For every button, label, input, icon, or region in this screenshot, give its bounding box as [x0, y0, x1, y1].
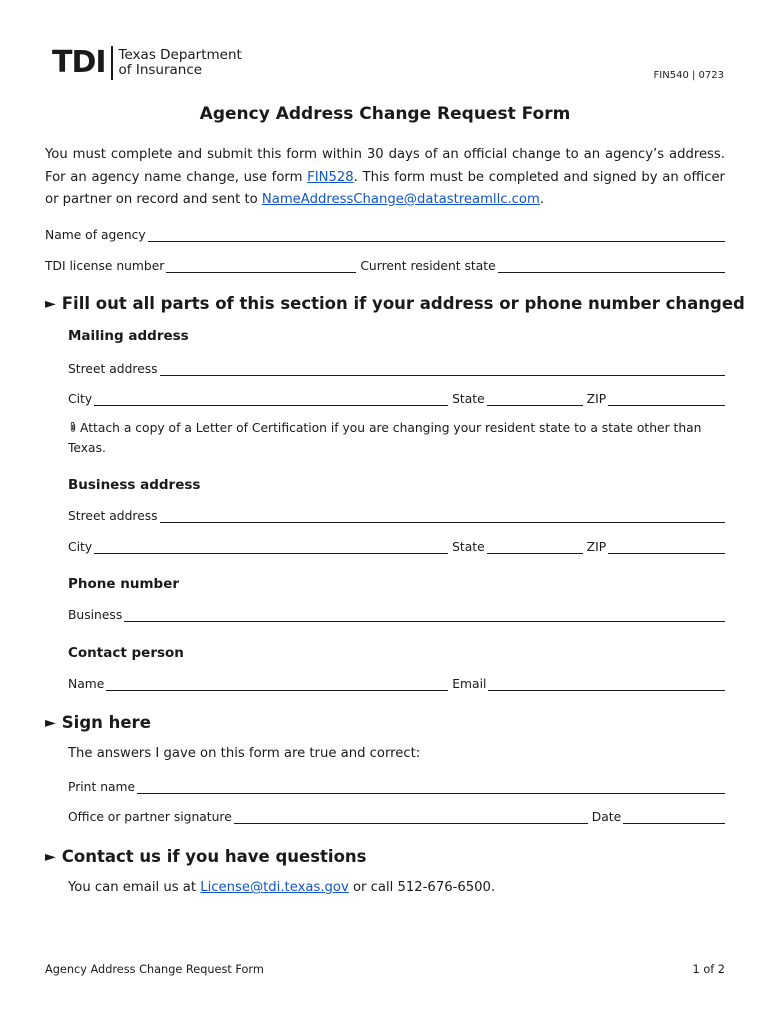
contact-email-label: Email: [452, 677, 487, 691]
business-state-label: State: [452, 540, 485, 554]
license-number-label: TDI license number: [45, 259, 165, 273]
contact-text-before: You can email us at: [68, 880, 201, 895]
mailing-state-field[interactable]: [487, 393, 583, 406]
logo-line2: of Insurance: [118, 62, 203, 78]
business-state-field[interactable]: [487, 541, 583, 554]
phone-number-heading: Phone number: [68, 576, 180, 592]
license-number-field[interactable]: [166, 260, 356, 273]
logo-text: [119, 48, 242, 78]
print-name-label: Print name: [68, 780, 136, 794]
business-street-label: Street address: [68, 509, 158, 523]
mailing-state-label: State: [452, 392, 485, 406]
contact-name-label: Name: [68, 677, 105, 691]
mailing-street-row: [68, 362, 725, 376]
business-street-field[interactable]: [160, 510, 725, 523]
intro-paragraph: [45, 144, 725, 212]
paperclip-icon: [68, 421, 78, 433]
contact-name-field[interactable]: [106, 678, 448, 691]
resident-state-field[interactable]: [498, 260, 725, 273]
mailing-city-field[interactable]: [94, 393, 448, 406]
form-id: FIN540 | 0723: [653, 70, 724, 81]
mailing-zip-label: ZIP: [586, 392, 607, 406]
business-city-label: City: [68, 540, 93, 554]
page-title: Agency Address Change Request Form: [199, 104, 571, 124]
certification-note: [68, 418, 708, 458]
date-label: Date: [591, 810, 622, 824]
page-number: 1 of 2: [692, 963, 725, 976]
mailing-street-field[interactable]: [160, 363, 725, 376]
name-address-email-link[interactable]: NameAddressChange@datastreamllc.com: [261, 192, 540, 207]
section-change-title: Fill out all parts of this section if your address or phone number changed: [61, 294, 745, 313]
mailing-street-label: Street address: [68, 362, 158, 376]
contact-us-text: [68, 880, 495, 895]
section-contact-title: Contact us if you have questions: [61, 847, 367, 866]
business-city-field[interactable]: [94, 541, 448, 554]
arrow-right-icon: ►: [45, 714, 56, 731]
business-phone-row: [68, 608, 725, 622]
print-name-field[interactable]: [137, 781, 725, 794]
business-zip-label: ZIP: [586, 540, 607, 554]
agency-name-label: Name of agency: [45, 228, 146, 242]
date-field[interactable]: [623, 811, 725, 824]
resident-state-label: Current resident state: [360, 259, 496, 273]
signature-row: [68, 810, 725, 824]
arrow-right-icon: ►: [45, 848, 56, 865]
mailing-zip-field[interactable]: [608, 393, 725, 406]
agency-name-field[interactable]: [148, 229, 725, 242]
contact-email-field[interactable]: [488, 678, 725, 691]
business-street-row: [68, 509, 725, 523]
signature-field[interactable]: [234, 811, 588, 824]
certification-statement: The answers I gave on this form are true and correct:: [68, 746, 421, 761]
business-phone-label: Business: [68, 608, 123, 622]
contact-row: [68, 677, 725, 691]
print-name-row: [68, 780, 725, 794]
logo-line1: Texas Department: [118, 47, 242, 63]
mailing-city-label: City: [68, 392, 93, 406]
license-email-link[interactable]: License@tdi.texas.gov: [200, 880, 349, 895]
intro-text-1: You must complete and submit this form within 30 days of an official change to an agency’s address. For an agency name change, use form: [45, 147, 725, 185]
contact-text-after: or call 512-676-6500.: [348, 880, 496, 895]
intro-text-2: . This form must be completed and signed by an officer or partner on record and sent to: [45, 169, 725, 207]
arrow-right-icon: ►: [45, 295, 56, 312]
business-phone-field[interactable]: [124, 609, 725, 622]
business-zip-field[interactable]: [608, 541, 725, 554]
section-sign-title: Sign here: [61, 713, 151, 732]
contact-person-heading: Contact person: [68, 645, 184, 661]
section-change-heading: [45, 294, 745, 313]
license-row: [45, 259, 725, 273]
section-contact-heading: [45, 847, 366, 866]
agency-name-row: [45, 228, 725, 242]
logo-mark: TDI: [52, 45, 106, 80]
section-sign-heading: [45, 713, 151, 732]
tdi-logo: [52, 46, 242, 80]
business-address-heading: Business address: [68, 477, 201, 493]
intro-text-3: .: [539, 192, 545, 207]
business-city-row: [68, 540, 725, 554]
footer-title: Agency Address Change Request Form: [45, 963, 264, 976]
fin528-link[interactable]: FIN528: [307, 169, 354, 185]
mailing-address-heading: Mailing address: [68, 328, 189, 344]
signature-label: Office or partner signature: [68, 810, 232, 824]
mailing-city-row: [68, 392, 725, 406]
logo-divider: [111, 46, 113, 80]
certification-note-text: Attach a copy of a Letter of Certification if you are changing your resident state to a state other than Texas.: [68, 421, 702, 455]
